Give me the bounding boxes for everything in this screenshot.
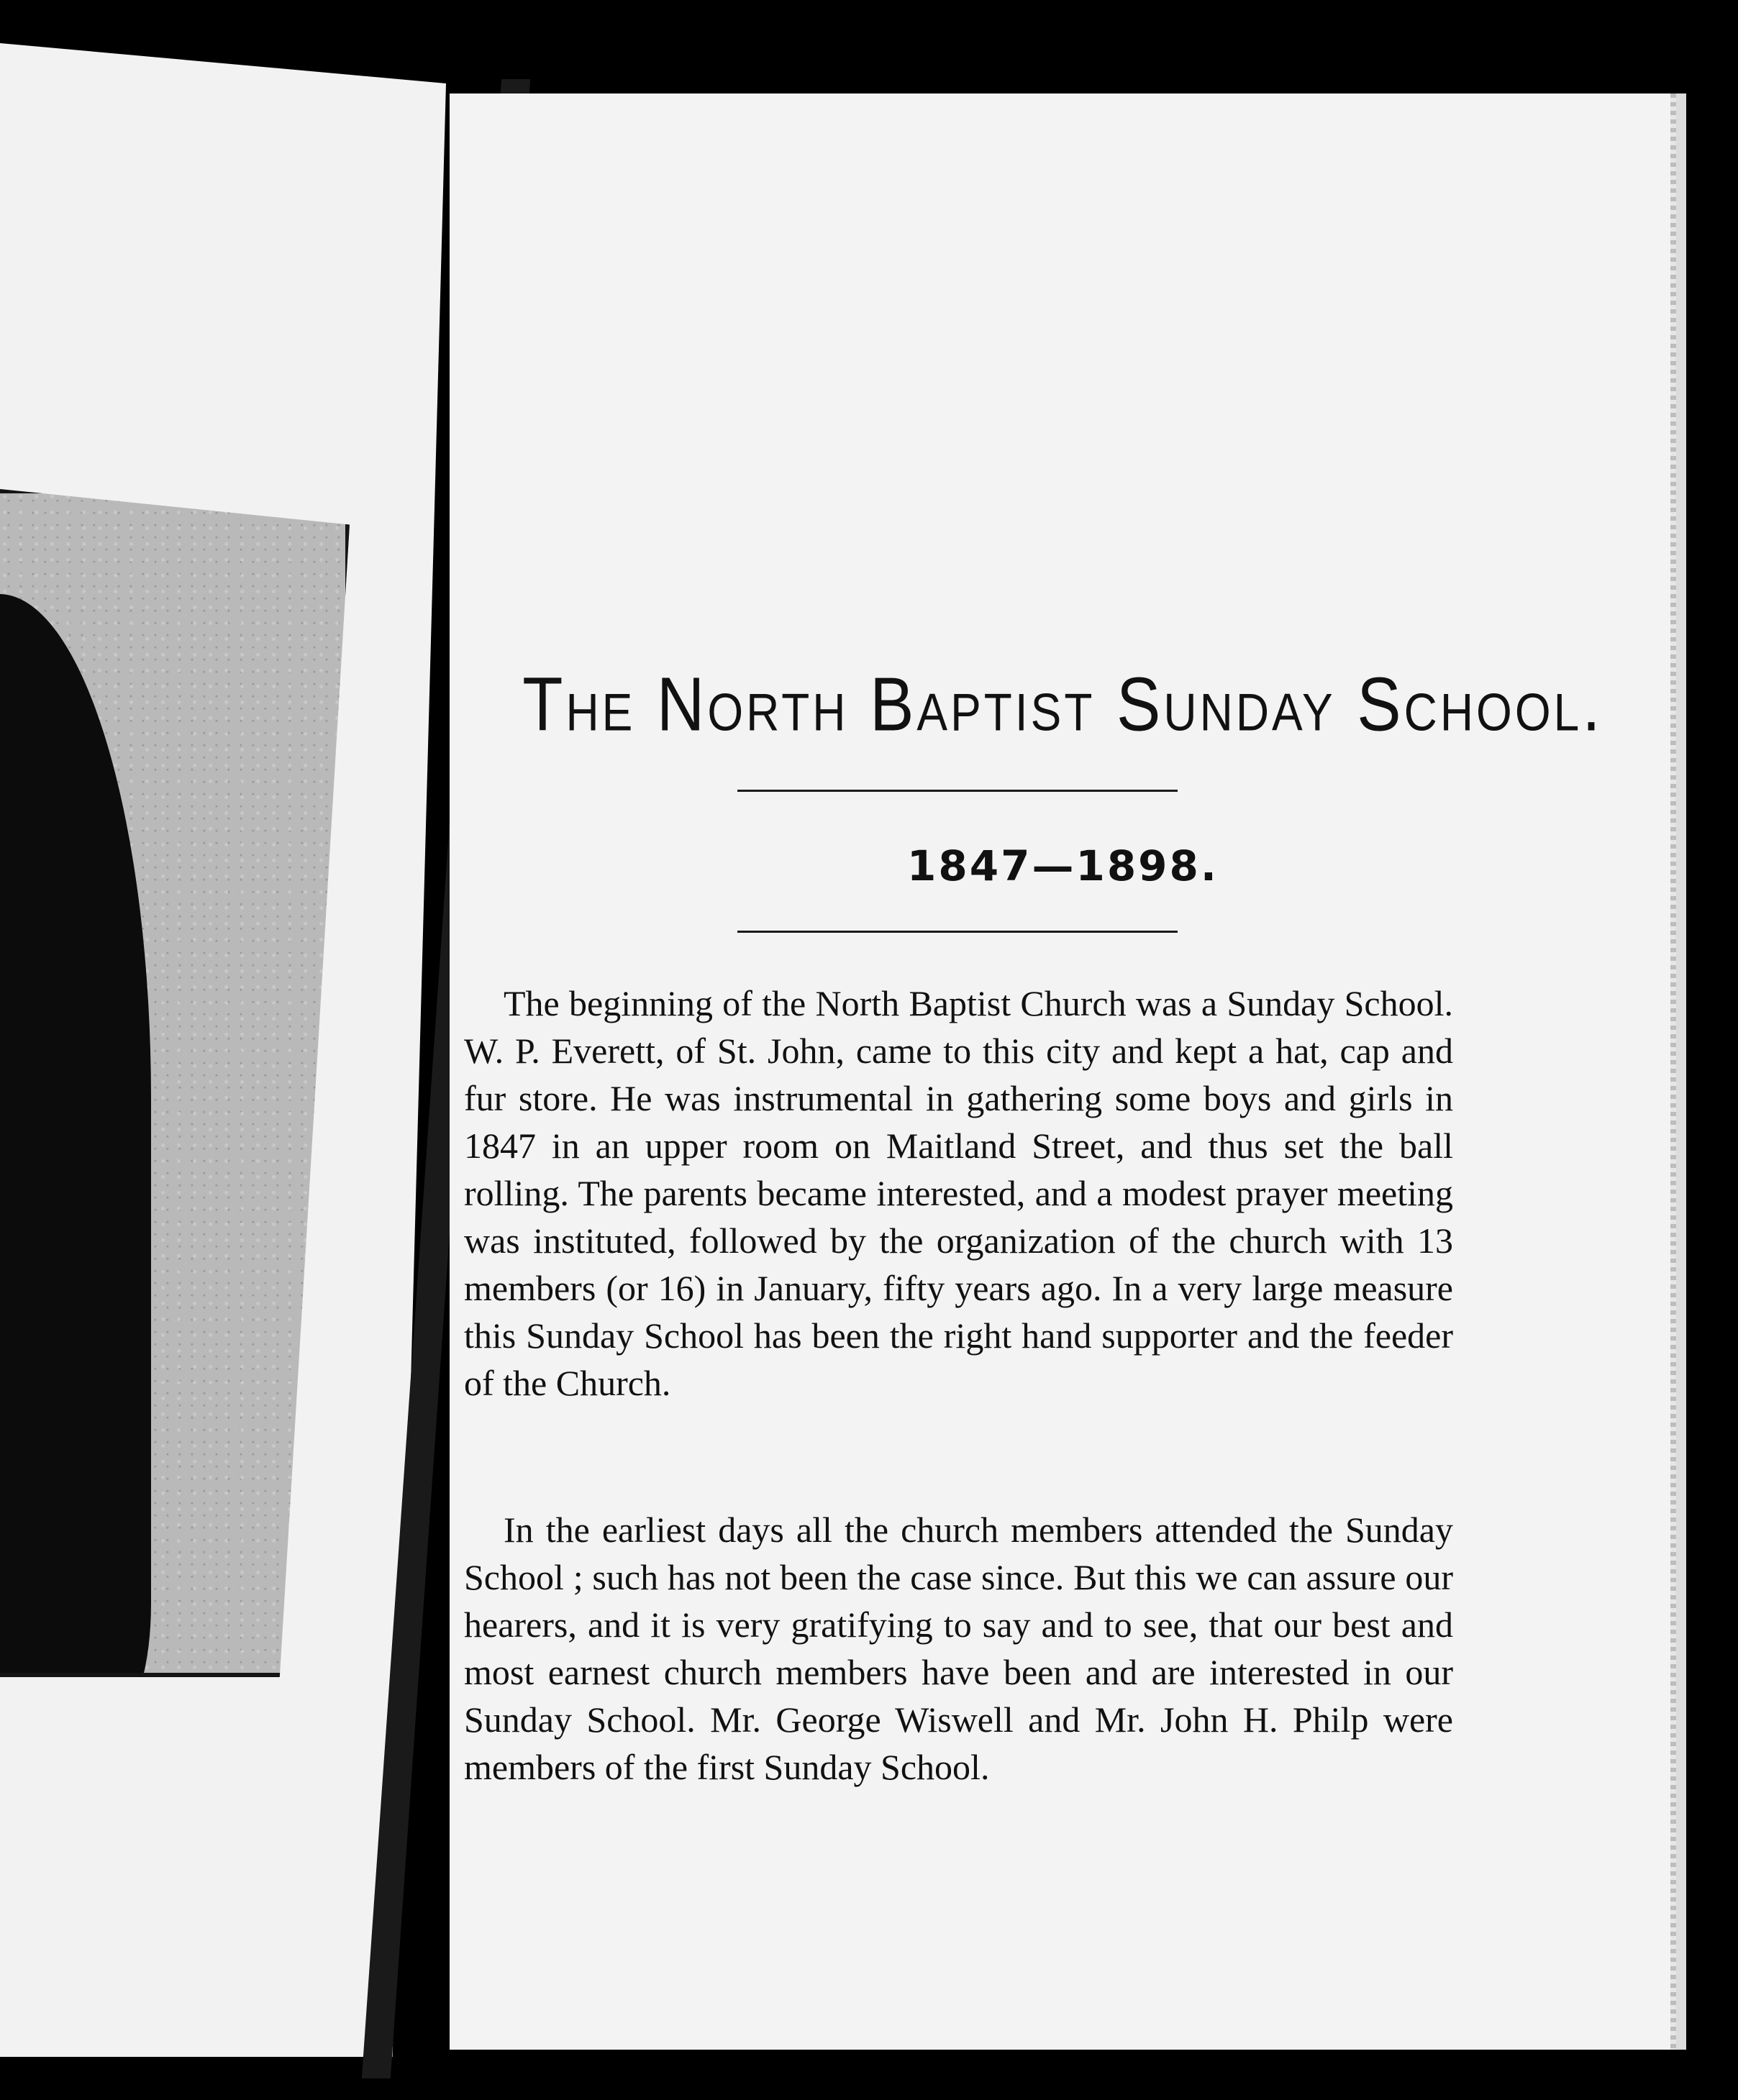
document-page: [450, 93, 1686, 2050]
body-paragraph-2: [464, 1506, 1453, 1791]
title-divider: [737, 790, 1178, 792]
page-content: [450, 93, 1676, 2050]
portrait-subject: [0, 594, 151, 1677]
date-range: 1847—1898.: [907, 841, 1219, 890]
paragraph-text: The beginning of the North Baptist Church was a Sunday School. W. P. Everett, of St. John, came to this city and kept a hat, cap and fur store. He was instrumental in gathering some boys and girls in 1847 in an upper room on Maitland Street, and thus set the ball rolling. The parents became interested, and a modest prayer meeting was instituted, followed by the organization of the church with 13 members (or 16) in January, fifty years ago. In a very large measure this Sunday School has been the right hand supporter and the feeder of the Church.: [464, 983, 1453, 1403]
facing-page: [0, 43, 446, 2057]
body-paragraph-1: [464, 980, 1453, 1407]
paragraph-text: In the earliest days all the church members attended the Sunday School ; such has not been the case since. But this we can assure our hearers, and it is very gratifying to say and to see, that our best and most earnest church members have been and are interested in our Sunday School. Mr. George Wiswell and Mr. John H. Philp were members of the first Sunday School.: [464, 1510, 1453, 1787]
portrait-photograph: [0, 489, 350, 1677]
date-divider: [737, 931, 1178, 933]
page-title: The North Baptist Sunday School.: [522, 662, 1603, 747]
